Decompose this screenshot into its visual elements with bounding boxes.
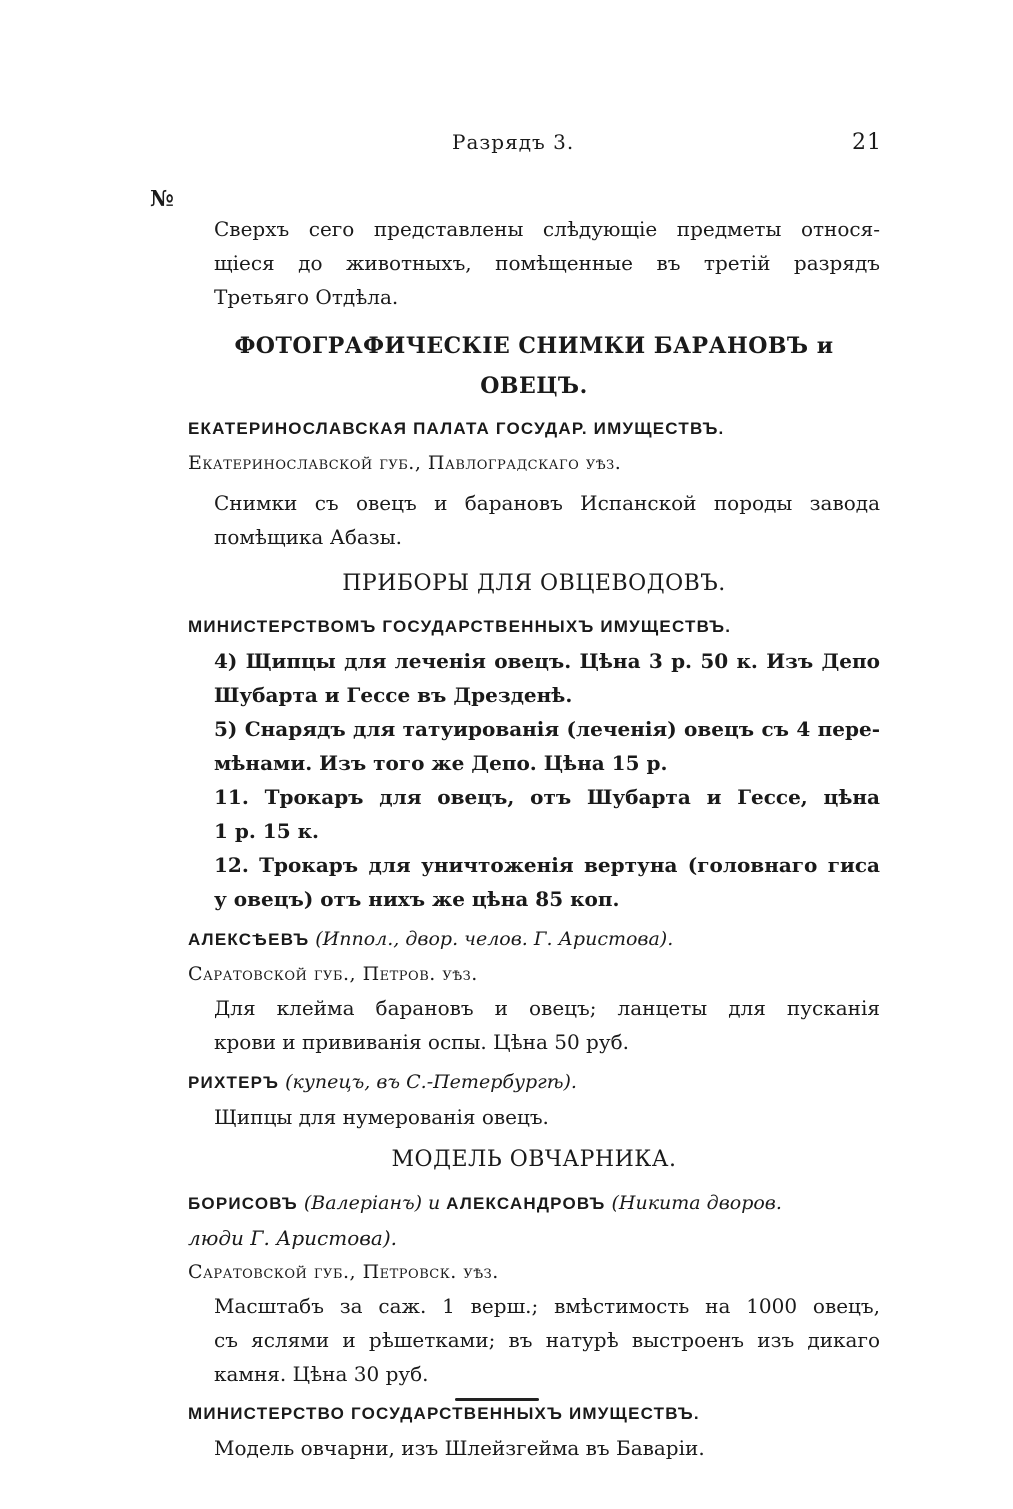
exhibitor-place: Саратовской губ., Петровск. уѣз. (188, 1261, 499, 1283)
text-line: Снимки съ овецъ и барановъ Испанской породы завода (214, 491, 880, 515)
entry-item-4 (188, 644, 880, 712)
text-line: Третьяго Отдѣла. (214, 285, 399, 309)
text-line: 1 р. 15 к. (214, 819, 319, 843)
section-title-photos: ФОТОГРАФИЧЕСКІЕ СНИМКИ БАРАНОВЪ и ОВЕЦЪ. (234, 333, 834, 399)
exhibitor-name: АЛЕКСАНДРОВЪ (446, 1194, 606, 1213)
exhibitor-note-continued: люди Г. Аристова). (188, 1226, 397, 1250)
text-line: Для клейма барановъ и овецъ; ланцеты для пусканія (214, 996, 880, 1020)
text-line: у овецъ) отъ нихъ же цѣна 85 коп. (214, 887, 620, 911)
text-line: Шубарта и Гессе въ Дрезденѣ. (214, 683, 573, 707)
exhibitor-name: АЛЕКСѢЕВЪ (188, 930, 310, 949)
text-line: 4) Щипцы для леченія овецъ. Цѣна 3 р. 50 к. Изъ Депо (214, 649, 880, 673)
end-rule (455, 1398, 539, 1401)
text-line: 5) Снарядъ для татуированія (леченія) овецъ съ 4 пере- (214, 717, 880, 741)
exhibitor-place: Екатеринославской губ., Павлоградскаго уѣз. (188, 452, 622, 474)
exhibitor-note: (Валеріанъ) (303, 1192, 423, 1214)
text-line: 11. Трокаръ для овецъ, отъ Шубарта и Гессе, цѣна (214, 785, 880, 809)
exhibitor-ministry: МИНИСТЕРСТВОМЪ ГОСУДАРСТВЕННЫХЪ ИМУЩЕСТВЪ. (188, 617, 732, 636)
entry-text (188, 1289, 880, 1391)
text-line: Масштабъ за саж. 1 верш.; вмѣстимость на 1000 овецъ, (214, 1294, 880, 1318)
entry-text: Щипцы для нумерованія овецъ. (214, 1105, 549, 1129)
exhibitor-name: БОРИСОВЪ (188, 1194, 298, 1213)
exhibitor-name: РИХТЕРЪ (188, 1073, 280, 1092)
entry-text (188, 486, 880, 554)
text-line: 12. Трокаръ для уничтоженія вертуна (головнаго гиса (214, 853, 880, 877)
entry-text (188, 991, 880, 1059)
text-line: съ яслями и рѣшетками; въ натурѣ выстроенъ изъ дикаго (214, 1328, 880, 1352)
section-title-model: МОДЕЛЬ ОВЧАРНИКА. (391, 1147, 677, 1172)
conjunction: и (427, 1192, 441, 1214)
section-title-tools: ПРИБОРЫ ДЛЯ ОВЦЕВОДОВЪ. (342, 571, 726, 596)
exhibitor-place: Саратовской губ., Петров. уѣз. (188, 963, 478, 985)
running-header: Разрядъ 3. (452, 130, 575, 154)
entry-item-11 (188, 780, 880, 848)
text-line: Сверхъ сего представлены слѣдующіе предметы относя- (214, 217, 880, 241)
exhibitor-note: (Никита дворов. (611, 1192, 782, 1214)
exhibitor-note: (Иппол., двор. челов. Г. Аристова). (315, 928, 674, 950)
number-column-mark: № (150, 186, 174, 212)
exhibitor-alekseev (188, 922, 880, 957)
text-line: мѣнами. Изъ того же Депо. Цѣна 15 р. (214, 751, 668, 775)
main-column (188, 212, 880, 1465)
text-line: помѣщика Абазы. (214, 525, 402, 549)
intro-paragraph (188, 212, 880, 314)
text-line: камня. Цѣна 30 руб. (214, 1362, 429, 1386)
exhibitor-note: (купецъ, въ С.-Петербургѣ). (285, 1071, 577, 1093)
entry-text: Модель овчарни, изъ Шлейзгейма въ Баваріи. (214, 1436, 705, 1460)
text-line: щіеся до животныхъ, помѣщенные въ третій разрядъ (214, 251, 880, 275)
entry-item-12 (188, 848, 880, 916)
exhibitor-richter (188, 1065, 880, 1100)
page-number: 21 (852, 130, 882, 155)
exhibitor-ekat-chamber: ЕКАТЕРИНОСЛАВСКАЯ ПАЛАТА ГОСУДАР. ИМУЩЕСТВЪ. (188, 419, 725, 438)
text-line: крови и прививанія оспы. Цѣна 50 руб. (214, 1030, 630, 1054)
entry-item-5 (188, 712, 880, 780)
exhibitor-borisov (188, 1186, 880, 1221)
exhibitor-ministry-2: МИНИСТЕРСТВО ГОСУДАРСТВЕННЫХЪ ИМУЩЕСТВЪ. (188, 1404, 700, 1423)
